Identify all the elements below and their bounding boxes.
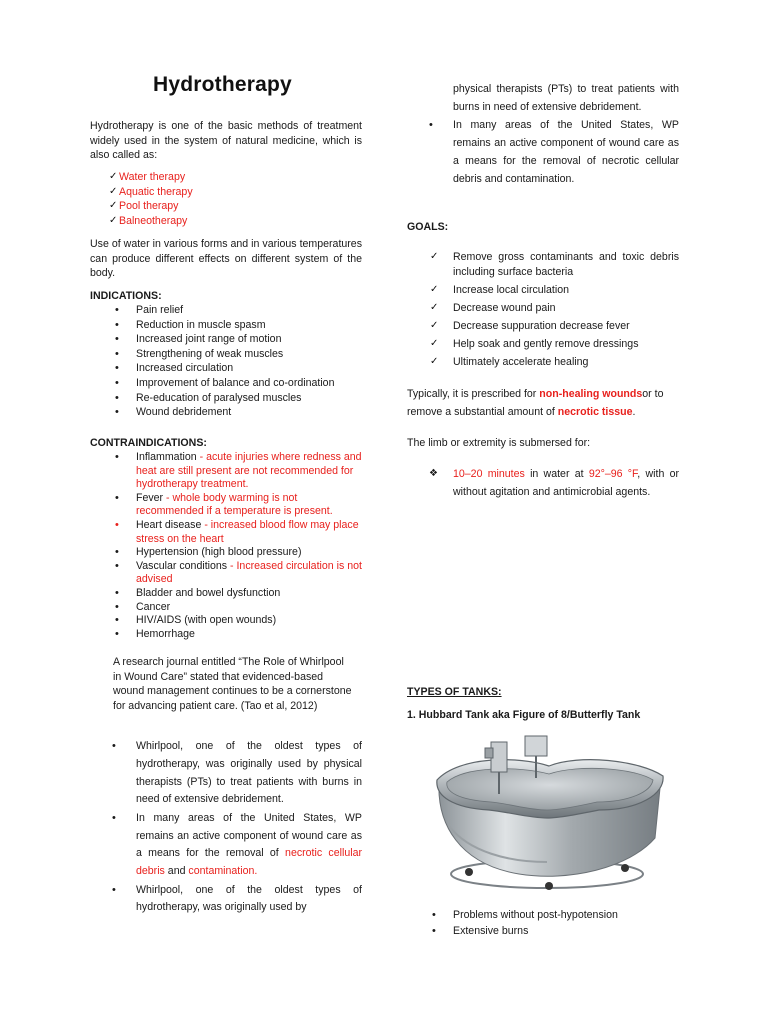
list-item: • Hypertension (high blood pressure) <box>90 546 362 560</box>
list-item: • Whirlpool, one of the oldest types of hydrotherapy, was originally used by physical therapists (PTs) to treat patients with burns in need of extensive debridement. <box>90 738 362 809</box>
list-item: • Whirlpool, one of the oldest types of hydrotherapy, was originally used by <box>90 882 362 918</box>
list-item: • In many areas of the United States, WP remains an active component of wound care as a means for the removal of necrotic cellular debris and contamination. <box>407 117 679 188</box>
hubbard-title: 1. Hubbard Tank aka Figure of 8/Butterfly Tank <box>407 709 641 721</box>
list-item: • Heart disease - increased blood flow may place stress on the heart <box>90 519 362 546</box>
list-item: ✓ Pool therapy <box>90 199 362 214</box>
list-item: • Hemorrhage <box>90 628 362 642</box>
contraindications-heading: CONTRAINDICATIONS: <box>90 437 207 449</box>
tanks-heading: TYPES OF TANKS: <box>407 686 502 698</box>
whirlpool-list <box>90 738 362 918</box>
list-item: • Bladder and bowel dysfunction <box>90 587 362 601</box>
list-item: ✓ Aquatic therapy <box>90 185 362 200</box>
list-item: • Increased joint range of motion <box>90 332 362 347</box>
contraindications-list <box>90 451 362 641</box>
list-item: • Reduction in muscle spasm <box>90 318 362 333</box>
list-item: • Increased circulation <box>90 361 362 376</box>
list-item: • Strengthening of weak muscles <box>90 347 362 362</box>
intro-paragraph: Hydrotherapy is one of the basic methods of treatment widely used in the system of natural medicine, which is also called as: <box>90 120 362 162</box>
list-item: ✓ Decrease wound pain <box>407 301 679 316</box>
list-item: • Re-education of paralysed muscles <box>90 391 362 406</box>
indications-heading: INDICATIONS: <box>90 290 162 302</box>
submersed-text: The limb or extremity is submersed for: <box>407 437 591 449</box>
list-item: • Improvement of balance and co-ordination <box>90 376 362 391</box>
list-item: ✓ Water therapy <box>90 170 362 185</box>
list-item: • Fever - whole body warming is not recommended if a temperature is present. <box>90 492 362 519</box>
list-item: ✓ Ultimately accelerate healing <box>407 355 679 370</box>
list-item: ✓ Balneotherapy <box>90 214 362 229</box>
goals-list <box>407 250 679 373</box>
list-item: ✓ Remove gross contaminants and toxic debris including surface bacteria <box>407 250 679 279</box>
list-item: • Cancer <box>90 601 362 615</box>
list-item: • Wound debridement <box>90 405 362 420</box>
page-title: Hydrotherapy <box>153 73 292 96</box>
list-item: • HIV/AIDS (with open wounds) <box>90 614 362 628</box>
hubbard-tank-illustration <box>429 734 669 894</box>
effects-paragraph: Use of water in various forms and in various temperatures can produce different effects on different system of the body. <box>90 238 362 280</box>
list-item: ✓ Increase local circulation <box>407 283 679 298</box>
list-item: • Inflammation - acute injuries where redness and heat are still present are not recommended for hydrotherapy treatment. <box>90 451 362 492</box>
whirlpool-continued <box>407 81 679 189</box>
research-paragraph: A research journal entitled “The Role of Whirlpool in Wound Care” stated that evidenced-based wound management continues to be a cornerstone for advancing patient care. (Tao et al, 2012) <box>113 656 352 712</box>
continued-text: physical therapists (PTs) to treat patients with burns in need of extensive debridement. <box>453 83 679 113</box>
list-item: • Extensive burns <box>407 924 679 940</box>
goals-heading: GOALS: <box>407 221 449 233</box>
list-item: • Pain relief <box>90 303 362 318</box>
hubbard-tank-image <box>429 734 669 894</box>
right-column <box>407 0 680 937</box>
list-item: • Vascular conditions - Increased circulation is not advised <box>90 560 362 587</box>
hubbard-uses-list <box>407 908 679 939</box>
list-item: ✓ Decrease suppuration decrease fever <box>407 319 679 334</box>
aliases-list <box>90 170 362 228</box>
list-item: • Problems without post-hypotension <box>407 908 679 924</box>
indications-list <box>90 303 362 420</box>
list-item: • In many areas of the United States, WP remains an active component of wound care as a means for the removal of necrotic cellular debris and contamination. <box>90 810 362 881</box>
list-item: ✓ Help soak and gently remove dressings <box>407 337 679 352</box>
duration-item: ❖ 10–20 minutes in water at 92°–96 °F, with or without agitation and antimicrobial agents. <box>407 465 679 501</box>
prescribed-paragraph: Typically, it is prescribed for non-healing woundsor to remove a substantial amount of necrotic tissue. <box>407 388 664 418</box>
